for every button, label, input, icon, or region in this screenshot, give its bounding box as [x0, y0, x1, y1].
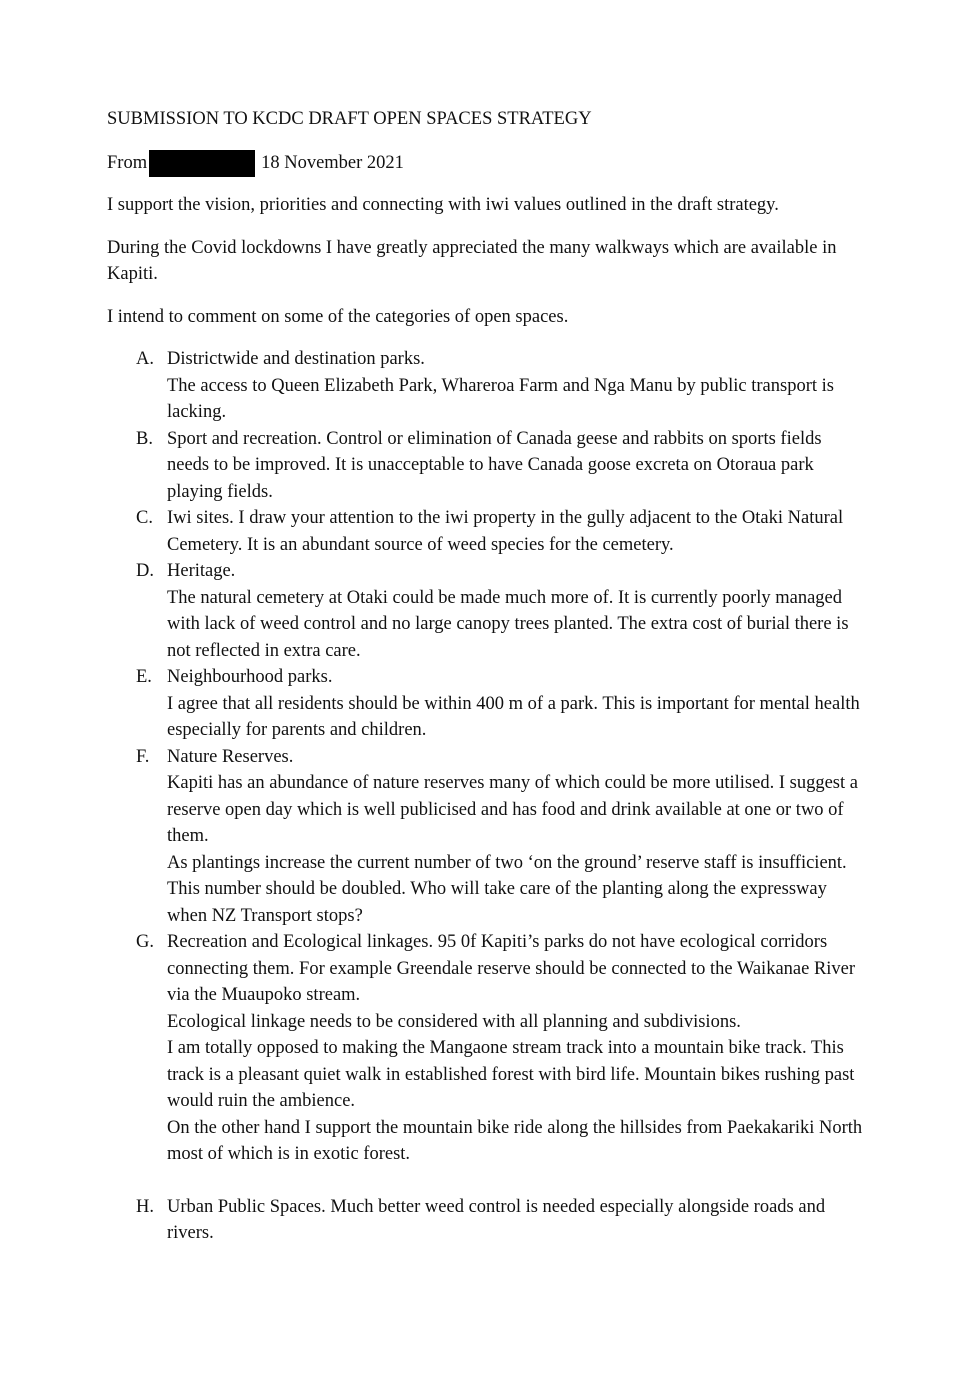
category-text: Ecological linkage needs to be considered with all planning and subdivisions. [167, 1011, 741, 1032]
from-line [107, 149, 867, 177]
category-letter: H. [136, 1196, 154, 1217]
category-letter: F. [136, 746, 150, 767]
category-item-h [107, 1194, 867, 1247]
from-label: From [107, 152, 148, 173]
category-letter: G. [136, 932, 154, 952]
category-text: I am totally opposed to making the Mangaone stream track into a mountain bike track. This track is a pleasant quiet walk in established forest with bird life. Mountain bikes rushing past would ruin the ambience. [167, 1038, 855, 1111]
category-text: The access to Queen Elizabeth Park, Whareroa Farm and Nga Manu by public transport is lacking. [167, 375, 834, 422]
category-text: I agree that all residents should be within 400 m of a park. This is important for mental health especially for parents and children. [167, 693, 860, 740]
redacted-name-block [149, 150, 255, 177]
intro-paragraph-support: I support the vision, priorities and connecting with iwi values outlined in the draft strategy. [107, 195, 779, 215]
submission-date: 18 November 2021 [261, 152, 404, 173]
category-item-c [107, 505, 867, 558]
category-text: Urban Public Spaces. Much better weed control is needed especially alongside roads and rivers. [167, 1196, 826, 1243]
intro-paragraph-lockdowns: During the Covid lockdowns I have greatly appreciated the many walkways which are available in Kapiti. [107, 237, 837, 284]
categories-list [107, 346, 867, 1247]
document-title: SUBMISSION TO KCDC DRAFT OPEN SPACES STRATEGY [107, 109, 592, 129]
category-text: As plantings increase the current number of two ‘on the ground’ reserve staff is insufficient. This number should be doubled. Who will take care of the planting along the expressway when NZ Transport stops? [167, 852, 847, 926]
category-item-b [107, 426, 867, 506]
document-page [107, 106, 867, 1247]
category-heading: Districtwide and destination parks. [167, 349, 425, 369]
category-letter: E. [136, 667, 152, 687]
category-text: Sport and recreation. Control or elimination of Canada geese and rabbits on sports fields needs to be improved. It is unacceptable to have Canada goose excreta on Otoraua park playing fields. [167, 428, 822, 502]
category-letter: A. [136, 349, 154, 369]
category-text: The natural cemetery at Otaki could be made much more of. It is currently poorly managed with lack of weed control and no large canopy trees planted. The extra cost of burial there is not reflected in extra care. [167, 587, 849, 661]
category-item-g [107, 929, 867, 1168]
category-item-d [107, 558, 867, 664]
intro-paragraph-comment: I intend to comment on some of the categories of open spaces. [107, 306, 569, 327]
category-text: Iwi sites. I draw your attention to the iwi property in the gully adjacent to the Otaki Natural Cemetery. It is an abundant source of weed species for the cemetery. [167, 508, 844, 555]
category-text: On the other hand I support the mountain bike ride along the hillsides from Paekakariki North most of which is in exotic forest. [167, 1117, 863, 1164]
category-letter: D. [136, 561, 154, 581]
category-letter: C. [136, 508, 153, 528]
category-item-a [107, 346, 867, 426]
category-item-f [107, 744, 867, 930]
category-text: Kapiti has an abundance of nature reserves many of which could be more utilised. I suggest a reserve open day which is well publicised and has food and drink available at one or two of them. [167, 773, 858, 846]
category-heading: Nature Reserves. [167, 746, 294, 767]
category-letter: B. [136, 428, 153, 449]
category-heading: Heritage. [167, 561, 236, 581]
category-item-e [107, 664, 867, 744]
category-text: Recreation and Ecological linkages. 95 0f Kapiti’s parks do not have ecological corridors connecting them. For example Greendale reserve should be connected to the Waikanae River via the Muaupoko stream. [167, 932, 856, 1005]
category-heading: Neighbourhood parks. [167, 667, 333, 687]
